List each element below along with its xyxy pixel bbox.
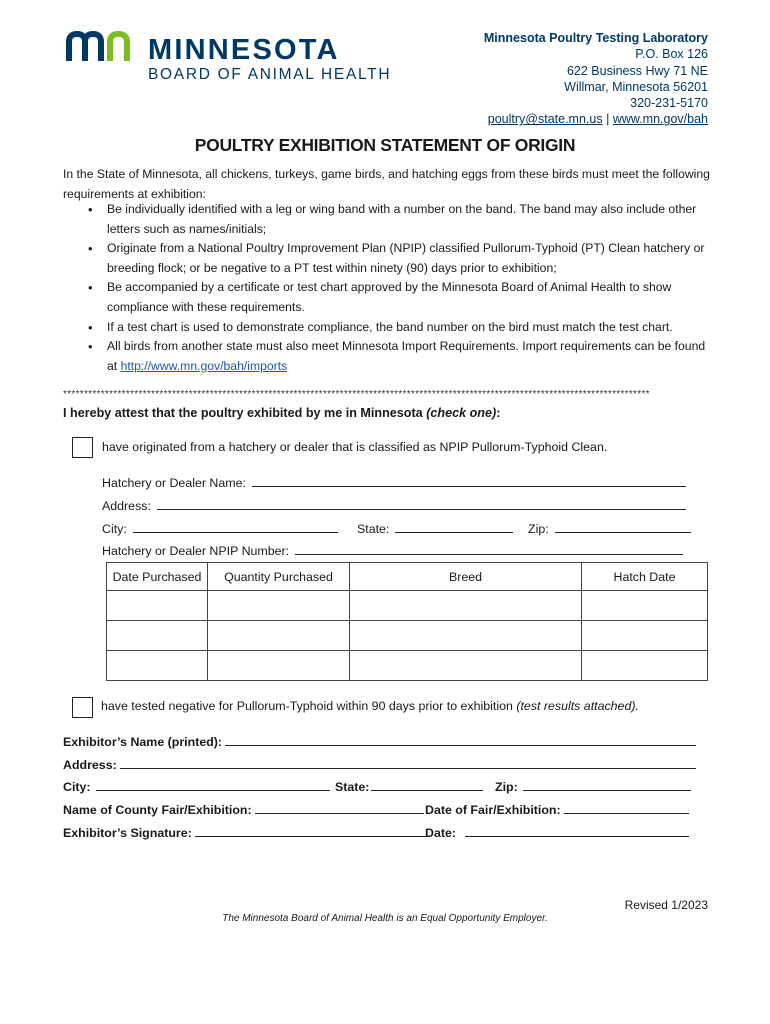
column-header-date-purchased: Date Purchased (107, 563, 208, 591)
table-cell[interactable] (107, 591, 208, 621)
exhibitor-state-field[interactable] (371, 778, 483, 791)
intro-paragraph: In the State of Minnesota, all chickens, turkeys, game birds, and hatching eggs from these birds must meet the following requirements at exhibition: (63, 167, 710, 201)
table-cell[interactable] (582, 651, 708, 681)
list-item: • Originate from a National Poultry Improvement Plan (NPIP) classified Pullorum-Typhoid (PT) Clean hatchery or breeding flock; or be negative to a PT test within ninety (90) days prior to exhibition; (80, 239, 716, 278)
footer-note: The Minnesota Board of Animal Health is an Equal Opportunity Employer. (222, 913, 548, 924)
table-row (107, 591, 708, 621)
lab-name: Minnesota Poultry Testing Laboratory (483, 31, 708, 45)
test-results-note: (test results attached). (516, 699, 639, 713)
fair-date-field[interactable] (564, 801, 689, 814)
table-cell[interactable] (107, 621, 208, 651)
website-link[interactable]: www.mn.gov/bah (612, 112, 708, 127)
exhibitor-zip-row (495, 778, 691, 795)
city-state-zip: Willmar, Minnesota 56201 (564, 79, 708, 94)
hatchery-name-label: Hatchery or Dealer Name: (102, 476, 246, 490)
hatchery-name-field[interactable] (252, 474, 686, 487)
tested-negative-text: have tested negative for Pullorum-Typhoid within 90 days prior to exhibition (101, 699, 513, 713)
exhibitor-city-field[interactable] (96, 778, 330, 791)
exhibitor-city-row (63, 778, 330, 795)
table-cell[interactable] (208, 621, 350, 651)
signature-date-row (425, 824, 689, 841)
table-cell[interactable] (350, 651, 582, 681)
hatchery-origin-checkbox[interactable] (72, 437, 93, 458)
tested-negative-checkbox[interactable] (72, 697, 93, 718)
exhibitor-name-row (63, 733, 696, 750)
npip-number-row (102, 542, 683, 559)
hatchery-state-label: State: (357, 522, 390, 536)
fair-name-row (63, 801, 424, 818)
exhibitor-address-field[interactable] (120, 756, 696, 769)
list-item: • Be individually identified with a leg or wing band with a number on the band. The band may also include other letters such as names/initials; (80, 200, 716, 239)
phone-number: 320-231-5170 (630, 96, 708, 111)
exhibitor-name-field[interactable] (225, 733, 696, 746)
tested-negative-label (101, 699, 639, 713)
table-cell[interactable] (582, 591, 708, 621)
table-cell[interactable] (350, 591, 582, 621)
hatchery-state-row (357, 520, 513, 537)
hatchery-name-row (102, 474, 686, 491)
email-link[interactable]: poultry@state.mn.us (487, 112, 603, 127)
column-header-quantity: Quantity Purchased (208, 563, 350, 591)
column-header-hatch-date: Hatch Date (582, 563, 708, 591)
hatchery-city-row (102, 520, 338, 537)
page-title: POULTRY EXHIBITION STATEMENT OF ORIGIN (194, 135, 576, 155)
signature-date-field[interactable] (465, 824, 689, 837)
npip-number-field[interactable] (295, 542, 683, 555)
list-item (80, 337, 716, 376)
contact-block (484, 30, 708, 128)
fair-name-field[interactable] (255, 801, 424, 814)
requirements-list (80, 200, 716, 376)
exhibitor-address-row (63, 756, 696, 773)
table-cell[interactable] (107, 651, 208, 681)
attest-emphasis: (check one) (426, 406, 497, 420)
hatchery-address-row (102, 497, 686, 514)
hatchery-city-field[interactable] (133, 520, 338, 533)
import-link[interactable]: http://www.mn.gov/bah/imports (120, 358, 288, 373)
hatchery-address-label: Address: (102, 499, 151, 513)
mn-logo-icon (66, 30, 132, 62)
exhibitor-zip-label: Zip: (495, 780, 518, 794)
table-cell[interactable] (208, 651, 350, 681)
asterisk-divider: ******************************************************************************************************************************************** (63, 389, 650, 400)
exhibitor-state-row (335, 778, 483, 795)
exhibitor-zip-field[interactable] (523, 778, 691, 791)
exhibitor-city-label: City: (63, 780, 91, 794)
signature-field[interactable] (195, 824, 427, 837)
table-header-row (107, 563, 708, 591)
attest-text: I hereby attest that the poultry exhibited by me in Minnesota (63, 406, 423, 420)
import-requirement-text: All birds from another state must also meet Minnesota Import Requirements. Import requirements can be found at (107, 339, 706, 373)
fair-date-label: Date of Fair/Exhibition: (425, 803, 561, 817)
fair-name-label: Name of County Fair/Exhibition: (63, 803, 252, 817)
exhibitor-state-label: State: (335, 780, 370, 794)
exhibitor-name-label: Exhibitor’s Name (printed): (63, 735, 223, 749)
table-row (107, 651, 708, 681)
logo-subtitle: BOARD OF ANIMAL HEALTH (148, 66, 392, 83)
column-header-breed: Breed (350, 563, 582, 591)
signature-date-label: Date: (425, 826, 456, 840)
list-item: • If a test chart is used to demonstrate compliance, the band number on the bird must match the test chart. (80, 318, 716, 338)
attest-statement (63, 406, 500, 420)
street-address: 622 Business Hwy 71 NE (566, 63, 708, 78)
list-item: • Be accompanied by a certificate or test chart approved by the Minnesota Board of Animal Health to show compliance with these requirements. (80, 278, 716, 317)
attest-colon: : (496, 406, 501, 420)
hatchery-zip-row (528, 520, 691, 537)
logo-title: MINNESOTA (148, 34, 340, 66)
link-separator: | (606, 112, 610, 127)
signature-label: Exhibitor’s Signature: (63, 826, 192, 840)
purchase-table (106, 562, 708, 681)
hatchery-city-label: City: (102, 522, 127, 536)
signature-row (63, 824, 427, 841)
fair-date-row (425, 801, 689, 818)
table-cell[interactable] (582, 621, 708, 651)
exhibitor-address-label: Address: (63, 758, 117, 772)
table-cell[interactable] (208, 591, 350, 621)
hatchery-state-field[interactable] (395, 520, 513, 533)
hatchery-zip-label: Zip: (528, 522, 549, 536)
po-box: P.O. Box 126 (635, 47, 708, 62)
npip-number-label: Hatchery or Dealer NPIP Number: (102, 544, 290, 558)
table-cell[interactable] (350, 621, 582, 651)
table-row (107, 621, 708, 651)
revision-date: Revised 1/2023 (624, 898, 708, 912)
hatchery-zip-field[interactable] (555, 520, 691, 533)
hatchery-address-field[interactable] (157, 497, 686, 510)
hatchery-origin-label: have originated from a hatchery or dealer that is classified as NPIP Pullorum-Typhoid Clean. (102, 440, 608, 454)
